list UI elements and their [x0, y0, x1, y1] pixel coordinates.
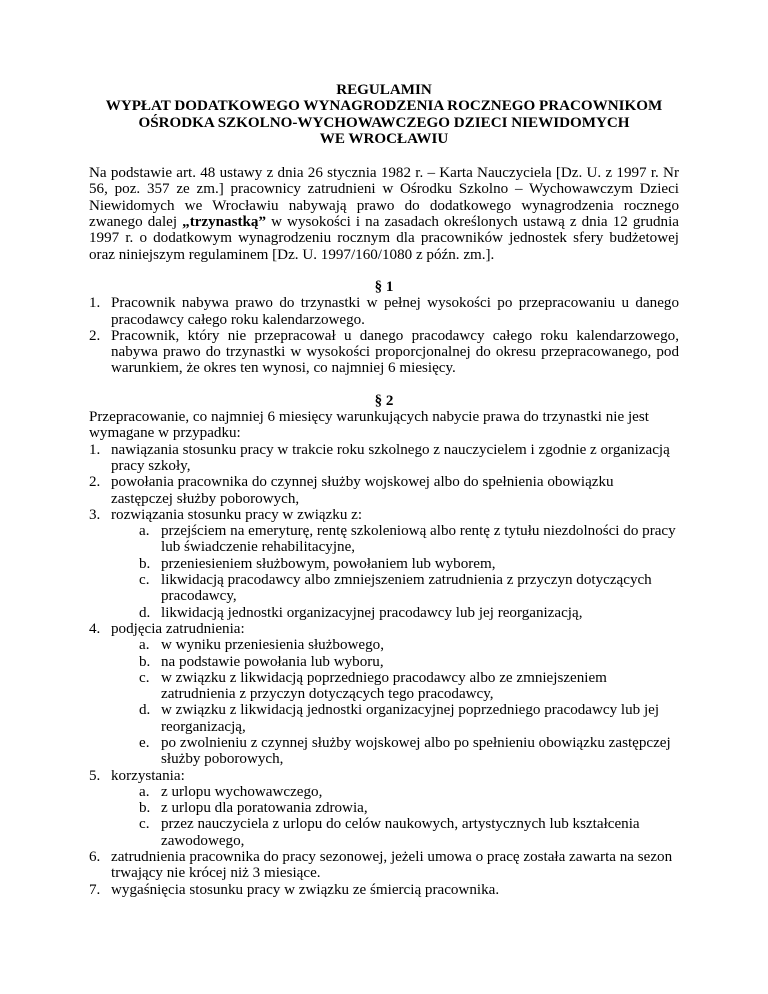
title-line-1: REGULAMIN — [336, 82, 432, 98]
section-2-list — [89, 442, 679, 898]
document-page — [89, 82, 679, 898]
sub-item-text: w wyniku przeniesienia służbowego, — [161, 637, 384, 654]
section-1-list — [89, 295, 679, 376]
sub-item-text: w związku z likwidacją poprzedniego pracodawcy albo ze zmniejszeniem zatrudnienia z przyczyn dotyczących tego pracodawcy, — [161, 669, 607, 703]
item-text: Pracownik, który nie przepracował u danego pracodawcy całego roku kalendarzowego, nabywa prawo do trzynastki w wysokości proporcjonalnej do okresu przepracowanego, pod warunkiem, że okres ten wynosi, co najmniej 6 miesięcy. — [111, 327, 679, 377]
sub-item-text: przez nauczyciela z urlopu do celów naukowych, artystycznych lub kształcenia zawodowego, — [161, 816, 640, 849]
item-number: 3. — [89, 506, 101, 523]
sub-list-item — [89, 702, 679, 735]
list-item — [89, 849, 679, 882]
document-title — [89, 82, 679, 147]
intro-paragraph — [89, 165, 679, 263]
title-line-3: OŚRODKA SZKOLNO-WYCHOWAWCZEGO DZIECI NIEWIDOMYCH — [138, 114, 630, 131]
sub-item-letter: c. — [139, 572, 150, 589]
sub-item-text: z urlopu wychowawczego, — [161, 783, 323, 800]
item-number: 1. — [89, 441, 101, 458]
sub-list-item — [89, 523, 679, 556]
sub-list-5 — [89, 784, 679, 849]
item-number: 4. — [89, 620, 101, 637]
sub-list-item — [89, 670, 679, 703]
sub-list-item — [89, 654, 679, 670]
sub-item-letter: b. — [139, 800, 151, 817]
item-text: zatrudnienia pracownika do pracy sezonowej, jeżeli umowa o pracę została zawarta na sezon trwający nie krócej niż 3 miesiące. — [111, 849, 673, 882]
sub-item-text: na podstawie powołania lub wyboru, — [161, 653, 384, 670]
item-text: nawiązania stosunku pracy w trakcie roku szkolnego z nauczycielem i zgodnie z organizacją pracy szkoły, — [111, 441, 670, 474]
sub-list-item — [89, 572, 679, 605]
list-item — [89, 474, 679, 507]
sub-item-letter: a. — [139, 523, 150, 540]
sub-list-item — [89, 800, 679, 816]
item-number: 5. — [89, 767, 101, 784]
list-item — [89, 442, 679, 475]
item-number: 2. — [89, 327, 101, 344]
item-text: wygaśnięcia stosunku pracy w związku ze śmiercią pracownika. — [111, 881, 500, 898]
sub-item-text: w związku z likwidacją jednostki organizacyjnej poprzedniego pracodawcy lub jej reorganizacją, — [161, 702, 660, 735]
item-text: powołania pracownika do czynnej służby wojskowej albo do spełnienia obowiązku zastępczej służby poborowych, — [111, 474, 614, 507]
sub-item-text: likwidacją pracodawcy albo zmniejszeniem zatrudnienia z przyczyn dotyczących pracodawcy, — [161, 572, 652, 605]
sub-item-letter: a. — [139, 637, 150, 654]
item-text: podjęcia zatrudnienia: — [111, 620, 245, 637]
section-2-heading: § 2 — [374, 392, 394, 409]
list-item — [89, 328, 679, 377]
sub-item-letter: c. — [139, 816, 150, 833]
intro-bold-term: „trzynastką” — [182, 214, 266, 231]
sub-item-letter: d. — [139, 604, 151, 621]
sub-item-letter: b. — [139, 555, 151, 572]
sub-item-letter: d. — [139, 702, 151, 719]
sub-item-letter: c. — [139, 669, 150, 686]
title-line-2: WYPŁAT DODATKOWEGO WYNAGRODZENIA ROCZNEGO PRACOWNIKOM — [105, 98, 663, 115]
intro-text-start: Na podstawie art. 48 ustawy z dnia 26 stycznia 1982 r. – Karta Nauczyciela [Dz. U. z 1997 r. Nr 56, poz. 357 ze zm.] pracownicy zatrudnieni w Ośrodku Szkolno – Wychowawczym Dzieci Niewidomych we Wrocławiu nabywają prawo do dodatkowego wynagrodzenia rocznego zwanego dalej — [89, 165, 679, 231]
sub-list-3 — [89, 523, 679, 621]
sub-list-item — [89, 735, 679, 768]
sub-item-text: przeniesieniem służbowym, powołaniem lub wyborem, — [161, 555, 496, 572]
item-number: 1. — [89, 295, 101, 312]
sub-list-4 — [89, 637, 679, 767]
sub-item-letter: a. — [139, 783, 150, 800]
sub-item-text: przejściem na emeryturę, rentę szkoleniową albo rentę z tytułu niezdolności do pracy lub świadczenie rehabilitacyjne, — [161, 523, 676, 556]
list-item — [89, 295, 679, 328]
sub-item-letter: e. — [139, 734, 150, 751]
sub-item-letter: b. — [139, 653, 151, 670]
item-number: 7. — [89, 881, 101, 898]
item-number: 2. — [89, 474, 101, 491]
item-number: 6. — [89, 849, 101, 866]
intro-text-end: w wysokości i na zasadach określonych ustawą z dnia 12 grudnia 1997 r. o dodatkowym wynagrodzeniu rocznym dla pracowników jednostek sfery budżetowej oraz niniejszym regulaminem [Dz. U. 1997/160/1080 z późn. zm.]. — [89, 214, 679, 263]
section-1-heading: § 1 — [374, 278, 394, 295]
list-item — [89, 507, 679, 523]
list-item — [89, 882, 679, 898]
sub-list-item — [89, 637, 679, 653]
sub-list-item — [89, 816, 679, 849]
item-text: rozwiązania stosunku pracy w związku z: — [111, 506, 363, 523]
sub-list-item — [89, 784, 679, 800]
list-item — [89, 768, 679, 784]
title-line-4: WE WROCŁAWIU — [319, 130, 449, 147]
sub-list-item — [89, 556, 679, 572]
item-text: Pracownik nabywa prawo do trzynastki w pełnej wysokości po przepracowaniu u danego pracodawcy całego roku kalendarzowego. — [111, 295, 679, 328]
section-2-intro: Przepracowanie, co najmniej 6 miesięcy warunkujących nabycie prawa do trzynastki nie jest wymagane w przypadku: — [89, 409, 649, 442]
sub-item-text: likwidacją jednostki organizacyjnej pracodawcy lub jej reorganizacją, — [161, 604, 583, 621]
list-item — [89, 621, 679, 637]
sub-item-text: po zwolnieniu z czynnej służby wojskowej albo po spełnieniu obowiązku zastępczej służby poborowych, — [161, 734, 671, 768]
item-text: korzystania: — [111, 767, 185, 784]
sub-item-text: z urlopu dla poratowania zdrowia, — [161, 800, 368, 817]
sub-list-item — [89, 605, 679, 621]
